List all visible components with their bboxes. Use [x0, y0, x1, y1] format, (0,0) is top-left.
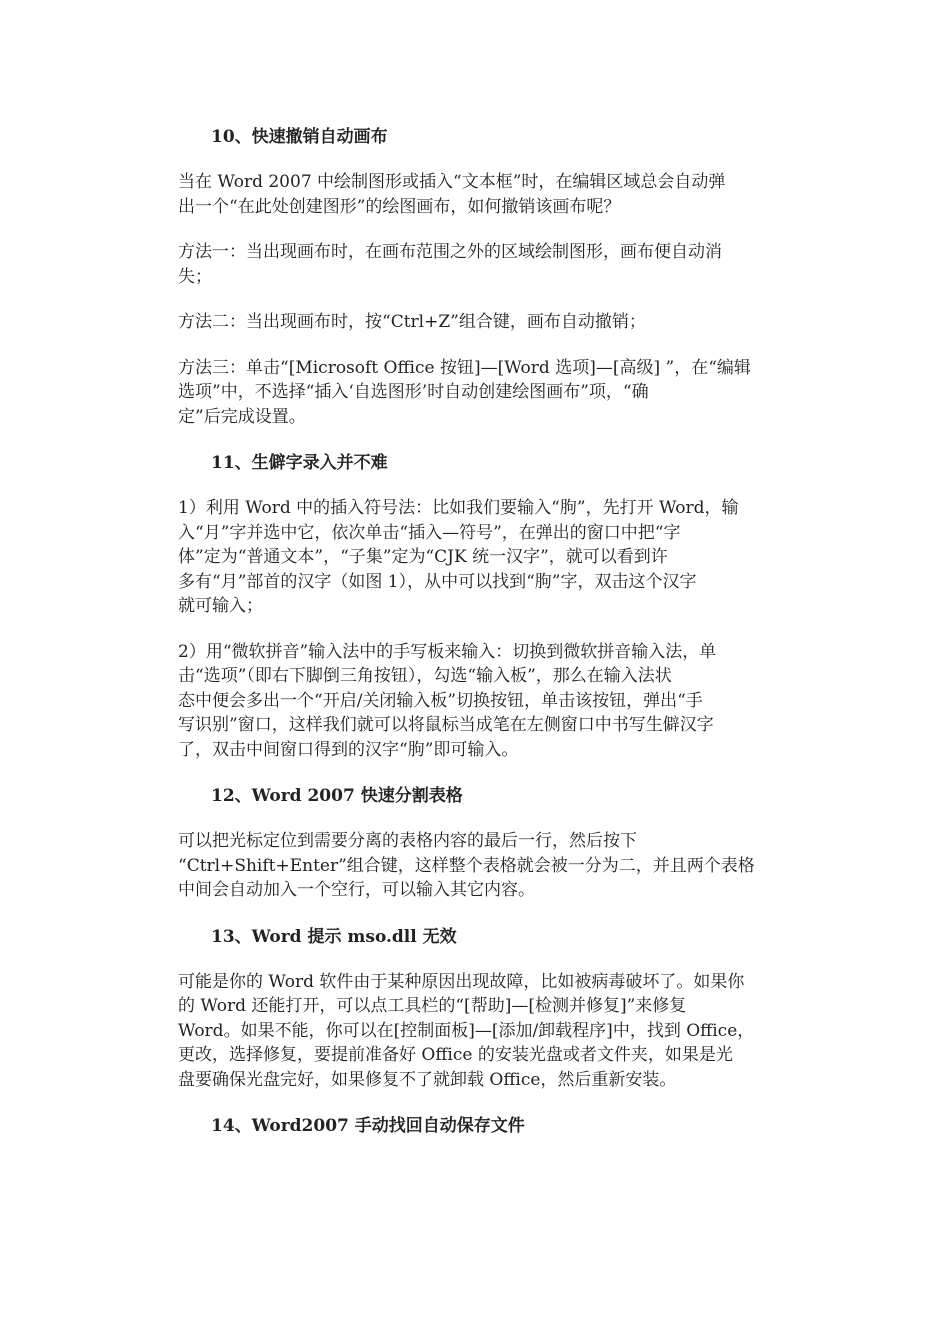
text-line: 选项”中，不选择“插入‘自选图形’时自动创建绘图画布”项，“确	[178, 382, 649, 402]
text-line: 定”后完成设置。	[178, 406, 306, 427]
paragraph	[178, 356, 810, 430]
text-line: 可以把光标定位到需要分离的表格内容的最后一行，然后按下	[178, 831, 637, 851]
text-line: 态中便会多出一个“开启/关闭输入板”切换按钮，单击该按钮，弹出“手	[178, 690, 703, 711]
document-body	[178, 124, 810, 1159]
text-line: 就可输入；	[178, 596, 263, 616]
text-line: 了，双击中间窗口得到的汉字“朐”即可输入。	[178, 739, 519, 760]
text-line: 击“选项”（即右下脚倒三角按钮），勾选“输入板”，那么在输入法状	[178, 666, 672, 686]
section-heading: 14、Word2007 手动找回自动保存文件	[211, 1116, 525, 1136]
text-line: 更改，选择修复，要提前准备好 Office 的安装光盘或者文件夹，如果是光	[178, 1045, 733, 1065]
paragraph	[178, 640, 810, 763]
text-line: 写识别”窗口，这样我们就可以将鼠标当成笔在左侧窗口中书写生僻汉字	[178, 715, 714, 735]
section-heading: 10、快速撤销自动画布	[211, 127, 388, 147]
section-heading: 13、Word 提示 mso.dll 无效	[211, 926, 457, 947]
paragraph	[178, 496, 810, 619]
paragraph	[178, 170, 810, 219]
text-line: 方法一：当出现画布时，在画布范围之外的区域绘制图形，画布便自动消	[178, 242, 722, 262]
text-line: 1）利用 Word 中的插入符号法：比如我们要输入“朐”，先打开 Word，输	[178, 498, 739, 518]
text-line: 多有“月”部首的汉字（如图 1），从中可以找到“朐”字，双击这个汉字	[178, 571, 697, 592]
text-line: 2）用“微软拼音”输入法中的手写板来输入：切换到微软拼音输入法，单	[178, 641, 717, 662]
paragraph	[178, 240, 810, 289]
text-line: 入“月”字并选中它，依次单击“插入—符号”，在弹出的窗口中把“字	[178, 522, 681, 543]
text-line: 方法三：单击“[Microsoft Office 按钮]—[Word 选项]—[高级] ”，在“编辑	[178, 357, 751, 378]
text-line: 方法二：当出现画布时，按“Ctrl+Z”组合键，画布自动撤销；	[178, 312, 646, 332]
paragraph	[178, 829, 810, 903]
text-line: “Ctrl+Shift+Enter”组合键，这样整个表格就会被一分为二，并且两个表格	[178, 855, 755, 876]
text-line: 体”定为“普通文本”，“子集”定为“CJK 统一汉字”，就可以看到许	[178, 547, 668, 567]
text-line: 盘要确保光盘完好，如果修复不了就卸载 Office，然后重新安装。	[178, 1069, 677, 1090]
text-line: 失；	[178, 266, 212, 287]
section-heading: 12、Word 2007 快速分割表格	[211, 786, 463, 806]
paragraph	[178, 970, 810, 1093]
text-line: 中间会自动加入一个空行，可以输入其它内容。	[178, 880, 535, 900]
text-line: 的 Word 还能打开，可以点工具栏的“[帮助]—[检测并修复]”来修复	[178, 996, 687, 1016]
paragraph	[178, 310, 810, 335]
text-line: 可能是你的 Word 软件由于某种原因出现故障，比如被病毒破坏了。如果你	[178, 971, 745, 992]
section-heading: 11、生僻字录入并不难	[211, 453, 388, 473]
text-line: 出一个“在此处创建图形”的绘图画布，如何撤销该画布呢？	[178, 196, 621, 217]
text-line: Word。如果不能，你可以在[控制面板]—[添加/卸载程序]中，找到 Office，	[178, 1020, 755, 1041]
text-line: 当在 Word 2007 中绘制图形或插入“文本框”时，在编辑区域总会自动弹	[178, 172, 726, 192]
